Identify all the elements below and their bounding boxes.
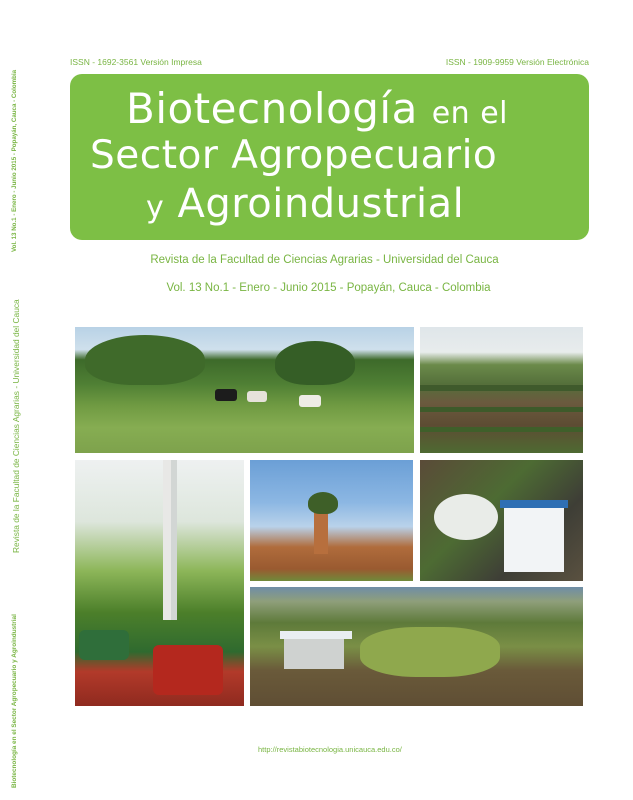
photo-field-workers bbox=[420, 327, 583, 453]
spine-volume: Vol. 13 No.1 - Enero - Junio 2015 - Popayán, Cauca - Colombia bbox=[11, 69, 18, 252]
journal-title-box bbox=[70, 74, 589, 240]
issue-info: Vol. 13 No.1 - Enero - Junio 2015 - Popayán, Cauca - Colombia bbox=[166, 282, 491, 294]
photo-greenhouse-pots bbox=[75, 460, 244, 706]
issn-online: ISSN - 1909-9959 Versión Electrónica bbox=[445, 57, 589, 67]
title-word-biotecnologia: Biotecnología bbox=[126, 84, 418, 133]
photo-field-instrument bbox=[420, 460, 583, 581]
title-word-y: y bbox=[146, 190, 165, 225]
photo-terraced-crops bbox=[250, 587, 583, 706]
title-word-en-el: en el bbox=[431, 96, 508, 131]
cover-spine bbox=[0, 0, 22, 800]
title-word-agroindustrial: Agroindustrial bbox=[177, 181, 465, 227]
title-line-1 bbox=[126, 84, 508, 133]
spine-journal-title: Biotecnología en el Sector Agropecuario y Agroindustrial bbox=[11, 614, 18, 788]
journal-website-url[interactable]: http://revistabiotecnologia.unicauca.edu.co/ bbox=[258, 745, 402, 754]
faculty-subtitle: Revista de la Facultad de Ciencias Agrarias - Universidad del Cauca bbox=[150, 254, 499, 266]
title-line-3 bbox=[146, 181, 465, 227]
issn-print: ISSN - 1692-3561 Versión Impresa bbox=[70, 57, 202, 67]
title-line-2: Sector Agropecuario bbox=[90, 133, 498, 178]
spine-faculty: Revista de la Facultad de Ciencias Agrarias - Universidad del Cauca bbox=[11, 299, 21, 553]
photo-eroded-soil-column bbox=[250, 460, 413, 581]
photo-cattle-pasture bbox=[75, 327, 414, 453]
